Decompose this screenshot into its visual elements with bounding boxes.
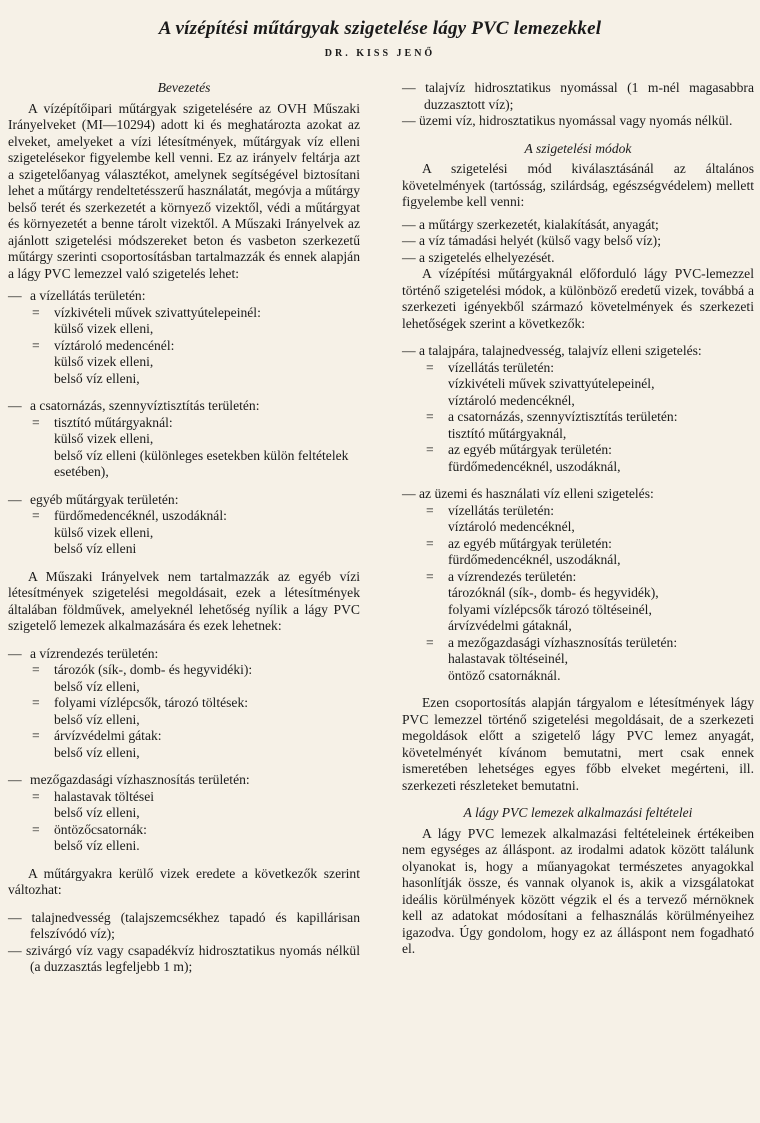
list-service-water [402,486,754,684]
detail-line: fürdőmedencéknél, uszodáknál, [448,458,621,474]
sub-item: = vízellátás területén: [426,502,555,518]
sub-item: = folyami vízlépcsők, tározó töltések: [32,695,249,710]
grouping-paragraph: Ezen csoportosítás alapján tárgyalom e létesítmények lágy PVC lemezzel történő szigetelési megoldásait, de a szerkezeti megoldások előtt a szigetelő lágy PVC lemez anyagát, követelményét kívánom bemutatni, mert csak ennek ismeretében lehetséges egyes főbb elveket megérteni, ill. szerkezeti részleteket bemutatni. [402,695,754,793]
detail-line: víztároló medencéknél, [448,392,575,408]
modes-paragraph-2: A vízépítési műtárgyaknál előforduló lágy PVC-lemezzel történő szigetelési módok, a különböző eredetű vizek, továbbá a szerkezeti igényekből származó követelmények és szerkezeti lehetőségek szerint a következők: [402,266,754,331]
sub-item: = az egyéb műtárgyak területén: [426,535,612,551]
detail-line: árvízvédelmi gátaknál, [448,618,572,633]
detail-line: külső vizek elleni, [54,354,154,369]
detail-line: folyami vízlépcsők tározó töltéseinél, [448,601,652,617]
detail-line: belső víz elleni. [54,838,140,853]
detail-line: belső víz elleni [54,541,137,556]
list-item: — a csatornázás, szennyvíztisztítás területén: [8,398,260,413]
list-item: — a szigetelés elhelyezését. [402,249,555,265]
detail-line: tisztító műtárgyaknál, [448,425,567,441]
list-item: — a műtárgy szerkezetét, kialakítását, anyagát; [402,216,659,232]
detail-line: halastavak töltéseinél, [448,651,569,666]
section-heading-intro: Bevezetés [157,80,211,95]
left-column [8,80,360,976]
list-other-facilities [8,646,360,855]
list-item: — mezőgazdasági vízhasznosítás területén: [8,772,250,787]
sub-item: = tározók (sík-, domb- és hegyvidéki): [32,662,253,677]
list-item: — a vízellátás területén: [8,288,146,303]
sub-item: = árvízvédelmi gátak: [32,728,162,743]
detail-line: külső vizek elleni, [54,524,154,540]
intro-paragraph: A vízépítőipari műtárgyak szigetelésére az OVH Műszaki Irányelveket (MI—10294) adott ki és meghatározta azokat az elveket, amelyeket a vízi létesítmények, műtárgyak víz elleni szigetelésekor figyelembe kell venni. Ez az irányelv feltárja azt a szigetelőanyag választékot, amelynek segítségével biztosítani lehet a műtárgy rendeltetésszerű használatát, megóvja a műtárgy belső terét és szerkezetét a környező vizektől, védi a műtárgyat és környezetét a benne tárolt vizektől. A Műszaki Irányelvek az ajánlott szigetelési módszereket beton és vasbeton szerkezetű műtárgy szerinti csoportosításban tartalmazzák és ennek alapján a lágy PVC lemezzel való szigetelés lehet: [8,100,360,281]
list-item: — talajvíz hidrosztatikus nyomással (1 m-nél magasabbra duzzasztott víz); [402,80,754,112]
detail-line: vízkivételi művek szivattyútelepeinél, [448,376,655,391]
detail-line: külső vizek elleni, [54,321,154,336]
list-water-areas [8,288,360,558]
conditions-paragraph: A lágy PVC lemezek alkalmazási feltételeinek értékeiben nem egységes az álláspont. az irodalmi adatok között találunk olyanokat is, hogy a műanyagokat természetes anyagokkal hasonlítják össze, és vannak olyanok is, akik a vizsgálatokat ideális körülmények között végzik el és a tervező mérnöknek kell az adatokat módosítani a felhasználás körülményeihez igazodva. Úgy gondolom, hogy ez az álláspont nem fogadható el. [402,825,754,956]
sub-item: = a csatornázás, szennyvíztisztítás területén: [426,409,678,424]
sub-item: = az egyéb műtárgyak területén: [426,442,612,457]
detail-line: belső víz elleni (különleges esetekben külön feltételek esetében), [54,447,349,479]
paragraph-other-facilities: A Műszaki Irányelvek nem tartalmazzák az egyéb vízi létesítmények szigetelési megoldásait, ezek a létesítmények általában földművek, amelyeknél lehetőség nyílik a lágy PVC szigetelő lemezek alkalmazására és ezek lehetnek: [8,568,360,633]
detail-line: belső víz elleni, [54,744,140,760]
detail-line: belső víz elleni, [54,678,140,694]
list-item: — egyéb műtárgyak területén: [8,491,179,507]
modes-paragraph: A szigetelési mód kiválasztásánál az általános követelmények (tartósság, szilárdság, egészségvédelem) mellett figyelembe kell venni: [402,161,754,209]
list-item: — a talajpára, talajnedvesség, talajvíz elleni szigetelés: [402,343,702,358]
article-title: A vízépítési műtárgyak szigetelése lágy PVC lemezekkel [158,18,602,39]
list-item: — üzemi víz, hidrosztatikus nyomással vagy nyomás nélkül. [402,113,733,128]
article-author: DR. KISS JENŐ [324,48,436,59]
sub-item: = vízkivételi művek szivattyútelepeinél: [32,304,261,320]
sub-item: = fürdőmedencéknél, uszodáknál: [32,508,227,523]
section-heading-modes: A szigetelési módok [524,140,632,156]
list-ground-water [402,343,754,475]
sub-item: = víztároló medencénél: [32,337,175,353]
sub-item: = halastavak töltései [32,788,155,804]
sub-item: = öntözőcsatornák: [32,821,147,837]
detail-line: belső víz elleni, [54,805,140,820]
list-item: — a víz támadási helyét (külső vagy belső víz); [402,233,661,248]
list-item: — talajnedvesség (talajszemcsékhez tapadó és kapillárisan felszívódó víz); [8,909,360,941]
sub-item: = vízellátás területén: [426,359,555,375]
detail-line: víztároló medencéknél, [448,519,575,534]
list-item: — a vízrendezés területén: [8,645,159,661]
sub-item: = tisztító műtárgyaknál: [32,414,173,430]
detail-line: tározóknál (sík-, domb- és hegyvidék), [448,585,659,600]
right-column [402,80,754,958]
paragraph-water-origin: A műtárgyakra kerülő vizek eredete a következők szerint változhat: [8,865,360,897]
sub-item: = a vízrendezés területén: [426,568,577,584]
section-heading-conditions: A lágy PVC lemezek alkalmazási feltételei [463,805,693,820]
detail-line: külső vizek elleni, [54,431,154,446]
list-item: — szivárgó víz vagy csapadékvíz hidrosztatikus nyomás nélkül (a duzzasztás legfeljebb 1 m); [8,942,360,974]
detail-line: fürdőmedencéknél, uszodáknál, [448,552,621,567]
detail-line: belső víz elleni, [54,711,140,727]
detail-line: öntöző csatornáknál. [448,667,561,683]
detail-line: belső víz elleni, [54,370,140,386]
list-item: — az üzemi és használati víz elleni szigetelés: [402,486,654,501]
sub-item: = a mezőgazdasági vízhasznosítás területén: [426,634,678,650]
